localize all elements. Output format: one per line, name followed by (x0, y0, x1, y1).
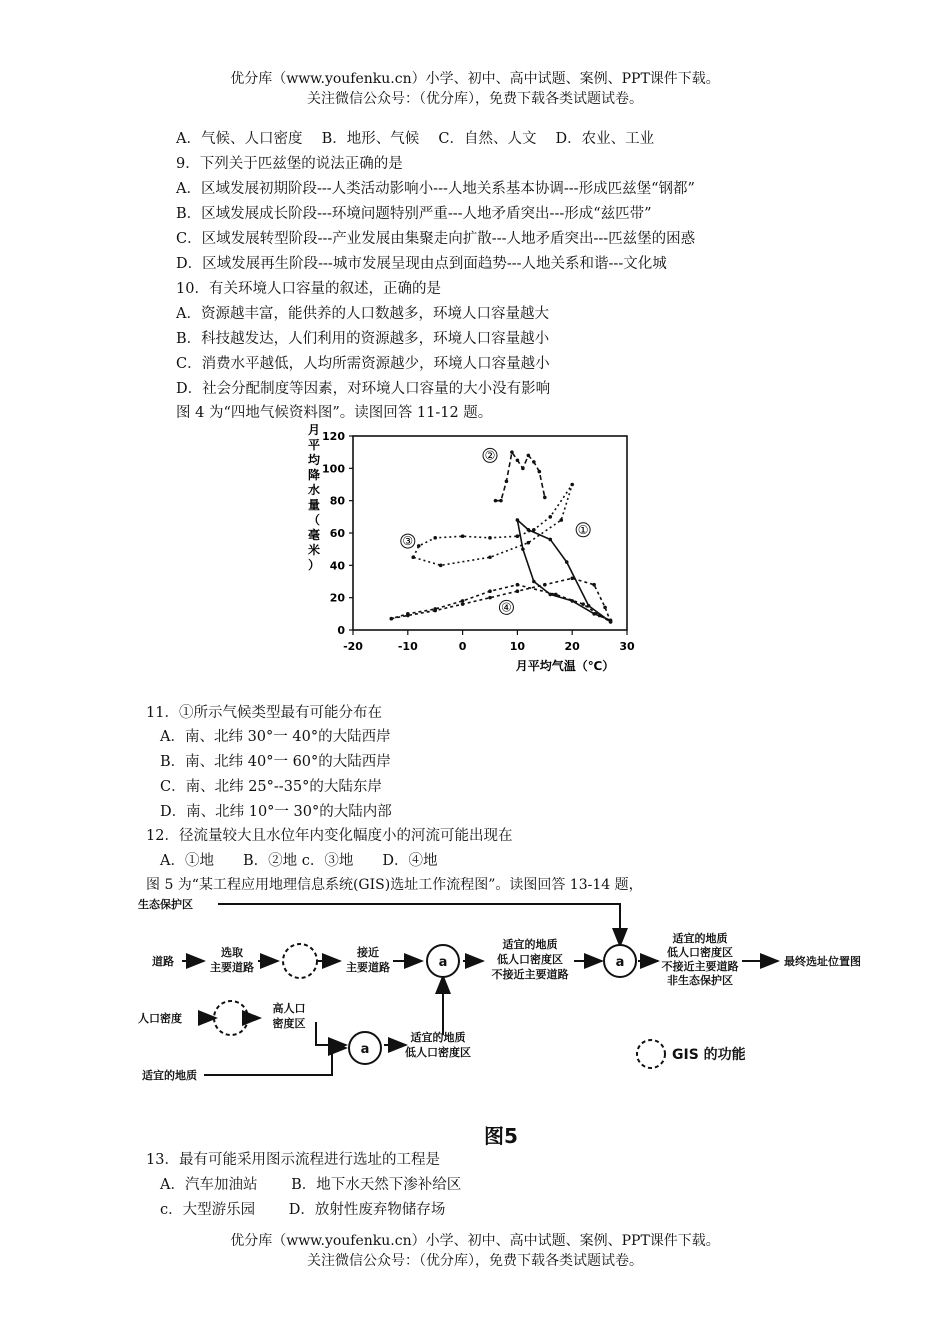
q9-option-d: D．区域发展再生阶段---城市发展呈现由点到面趋势---人地关系和谐---文化城 (176, 256, 667, 272)
ylabel-char: 均 (307, 453, 321, 467)
series-label: ① (577, 522, 589, 537)
data-point (521, 467, 525, 471)
q10-option-d: D．社会分配制度等因素，对环境人口容量的大小没有影响 (176, 381, 551, 397)
chart-xlabel: 月平均气温（℃） (515, 659, 615, 673)
legend-label: GIS 的功能 (672, 1047, 746, 1063)
x-tick-label: 10 (509, 640, 526, 653)
data-point (488, 596, 492, 600)
gis-function-node (214, 1001, 248, 1035)
data-point (565, 560, 569, 564)
data-point (554, 593, 558, 597)
data-point (510, 450, 514, 454)
q10-stem: 10．有关环境人口容量的叙述，正确的是 (176, 281, 441, 297)
high-pop-1: 高人口 (272, 1002, 306, 1015)
data-point (433, 607, 437, 611)
q10-option-b: B．科技越发达，人们利用的资源越多，环境人口容量越小 (176, 331, 550, 347)
y-tick-label: 100 (322, 462, 345, 476)
data-point (516, 458, 520, 462)
climate-chart (300, 420, 640, 680)
ylabel-char: 水 (307, 483, 321, 497)
data-point (488, 589, 492, 593)
data-point (521, 547, 525, 551)
data-point (499, 499, 503, 503)
ylabel-char: 毫 (307, 528, 321, 542)
pop-label: 人口密度 (138, 1012, 182, 1025)
series-line-1 (517, 520, 610, 622)
data-point (548, 593, 552, 597)
geo-label: 适宜的地质 (142, 1069, 197, 1082)
data-point (417, 544, 421, 548)
data-point (581, 602, 585, 606)
right-box-3: 不接近主要道路 (661, 960, 739, 973)
mid-box-2: 低人口密度区 (497, 953, 563, 966)
chart-ylabel (307, 423, 321, 572)
series-line-2 (495, 452, 544, 501)
data-point (516, 534, 520, 538)
footer-line-1: 优分库（www.youfenku.cn）小学、初中、高中试题、案例、PPT课件下载。 (230, 1233, 720, 1249)
q11-option-d: D．南、北纬 10°一 30°的大陆内部 (160, 804, 392, 820)
q10-option-a: A．资源越丰富，能供养的人口数越多，环境人口容量越大 (176, 306, 549, 322)
select-main-2: 主要道路 (210, 961, 254, 974)
x-tick-label: 30 (619, 640, 635, 653)
low-box-1: 适宜的地质 (410, 1031, 466, 1044)
data-point (390, 617, 394, 621)
footer-line-2: 关注微信公众号：（优分库），免费下载各类试题试卷。 (307, 1253, 643, 1269)
node-a: a (438, 955, 448, 970)
q13-stem: 13．最有可能采用图示流程进行选址的工程是 (146, 1152, 440, 1168)
gis-flowchart (138, 890, 868, 1090)
ylabel-char: ） (307, 558, 321, 572)
gis-function-node (283, 944, 317, 978)
data-point (411, 555, 415, 559)
series-label: ③ (402, 534, 414, 549)
y-tick-label: 80 (329, 494, 345, 508)
ylabel-char: （ (307, 513, 321, 527)
data-point (461, 602, 465, 606)
select-main-1: 选取 (221, 946, 243, 959)
data-point (516, 589, 520, 593)
ylabel-char: 降 (307, 468, 321, 482)
right-box-1: 适宜的地质 (672, 932, 728, 945)
data-point (488, 555, 492, 559)
data-point (532, 528, 536, 532)
x-tick-label: -10 (397, 640, 418, 653)
data-point (433, 536, 437, 540)
header-line-2: 关注微信公众号：（优分库），免费下载各类试题试卷。 (307, 91, 643, 107)
q11-option-b: B．南、北纬 40°一 60°的大陆西岸 (160, 754, 391, 770)
data-point (461, 534, 465, 538)
data-point (516, 518, 520, 522)
series-label: ④ (501, 600, 512, 615)
y-tick-label: 0 (337, 624, 345, 637)
data-point (609, 620, 613, 624)
data-point (532, 580, 536, 584)
fig5-intro: 图 5 为“某工程应用地理信息系统(GIS)选址工作流程图”。读图回答 13-14 题， (146, 877, 643, 893)
data-point (488, 536, 492, 540)
fig4-intro: 图 4 为“四地气候资料图”。读图回答 11-12 题。 (176, 405, 493, 421)
data-point (543, 496, 547, 500)
x-tick-label: 0 (458, 640, 467, 653)
data-point (532, 460, 536, 464)
x-tick-label: -20 (343, 640, 363, 653)
near-main-2: 主要道路 (346, 961, 390, 974)
right-box-4: 非生态保护区 (667, 974, 733, 987)
header-line-1: 优分库（www.youfenku.cn）小学、初中、高中试题、案例、PPT课件下载。 (230, 71, 720, 87)
q9-option-c: C．区域发展转型阶段---产业发展由集聚走向扩散---人地矛盾突出---匹兹堡的困惑 (176, 231, 696, 247)
high-pop-2: 密度区 (272, 1017, 306, 1030)
ylabel-char: 平 (307, 438, 321, 452)
q10-option-c: C．消费水平越低，人均所需资源越少，环境人口容量越小 (176, 356, 550, 372)
eco-label: 生态保护区 (138, 898, 193, 911)
mid-box-3: 不接近主要道路 (491, 968, 569, 981)
y-tick-label: 40 (329, 559, 345, 573)
node-a: a (615, 955, 625, 970)
data-point (592, 583, 596, 587)
data-point (406, 612, 410, 616)
road-label: 道路 (152, 955, 174, 968)
data-point (603, 606, 607, 610)
legend-gis-icon (637, 1040, 665, 1068)
data-point (461, 599, 465, 603)
data-point (527, 541, 531, 545)
low-box-2: 低人口密度区 (405, 1046, 471, 1059)
q8-options: A．气候、人口密度 B．地形、气候 C．自然、人文 D．农业、工业 (176, 131, 655, 147)
y-tick-label: 60 (329, 527, 345, 540)
data-point (505, 479, 509, 483)
series-line-3 (413, 485, 572, 566)
ylabel-char: 米 (307, 543, 321, 557)
q13-options-cd: c．大型游乐园 D．放射性废弃物储存场 (160, 1202, 446, 1218)
data-point (516, 583, 520, 587)
q9-option-b: B．区域发展成长阶段---环境问题特别严重---人地矛盾突出---形成“兹匹带” (176, 206, 652, 222)
y-tick-label: 20 (329, 591, 345, 605)
q9-option-a: A．区域发展初期阶段---人类活动影响小---人地关系基本协调---形成匹兹堡“钢都” (176, 181, 695, 197)
data-point (439, 564, 443, 568)
data-point (548, 538, 552, 542)
right-box-2: 低人口密度区 (667, 946, 733, 959)
data-point (538, 470, 542, 474)
node-a: a (360, 1042, 370, 1057)
q12-options: A．①地 B．②地 c．③地 D．④地 (160, 853, 438, 869)
data-point (494, 499, 498, 503)
mid-box-1: 适宜的地质 (502, 938, 558, 951)
data-point (570, 483, 574, 487)
fig5-caption: 图5 (484, 1124, 518, 1148)
data-point (548, 515, 552, 519)
series-label: ② (484, 448, 496, 463)
q11-option-c: C．南、北纬 25°--35°的大陆东岸 (160, 779, 382, 795)
data-point (559, 518, 563, 522)
near-main-1: 接近 (357, 946, 379, 959)
data-point (598, 614, 602, 618)
data-point (570, 576, 574, 580)
final-label: 最终选址位置图 (784, 955, 861, 968)
data-point (543, 583, 547, 587)
ylabel-char: 月 (307, 423, 321, 437)
q13-options-ab: A．汽车加油站 B．地下水天然下渗补给区 (160, 1177, 462, 1193)
q12-stem: 12．径流量较大且水位年内变化幅度小的河流可能出现在 (146, 828, 513, 844)
y-tick-label: 120 (322, 430, 345, 443)
q11-option-a: A．南、北纬 30°一 40°的大陆西岸 (160, 729, 391, 745)
data-point (527, 454, 531, 458)
ylabel-char: 量 (307, 498, 321, 512)
q9-stem: 9．下列关于匹兹堡的说法正确的是 (176, 156, 403, 172)
q11-stem: 11．①所示气候类型最有可能分布在 (146, 705, 382, 721)
x-tick-label: 20 (564, 640, 580, 653)
